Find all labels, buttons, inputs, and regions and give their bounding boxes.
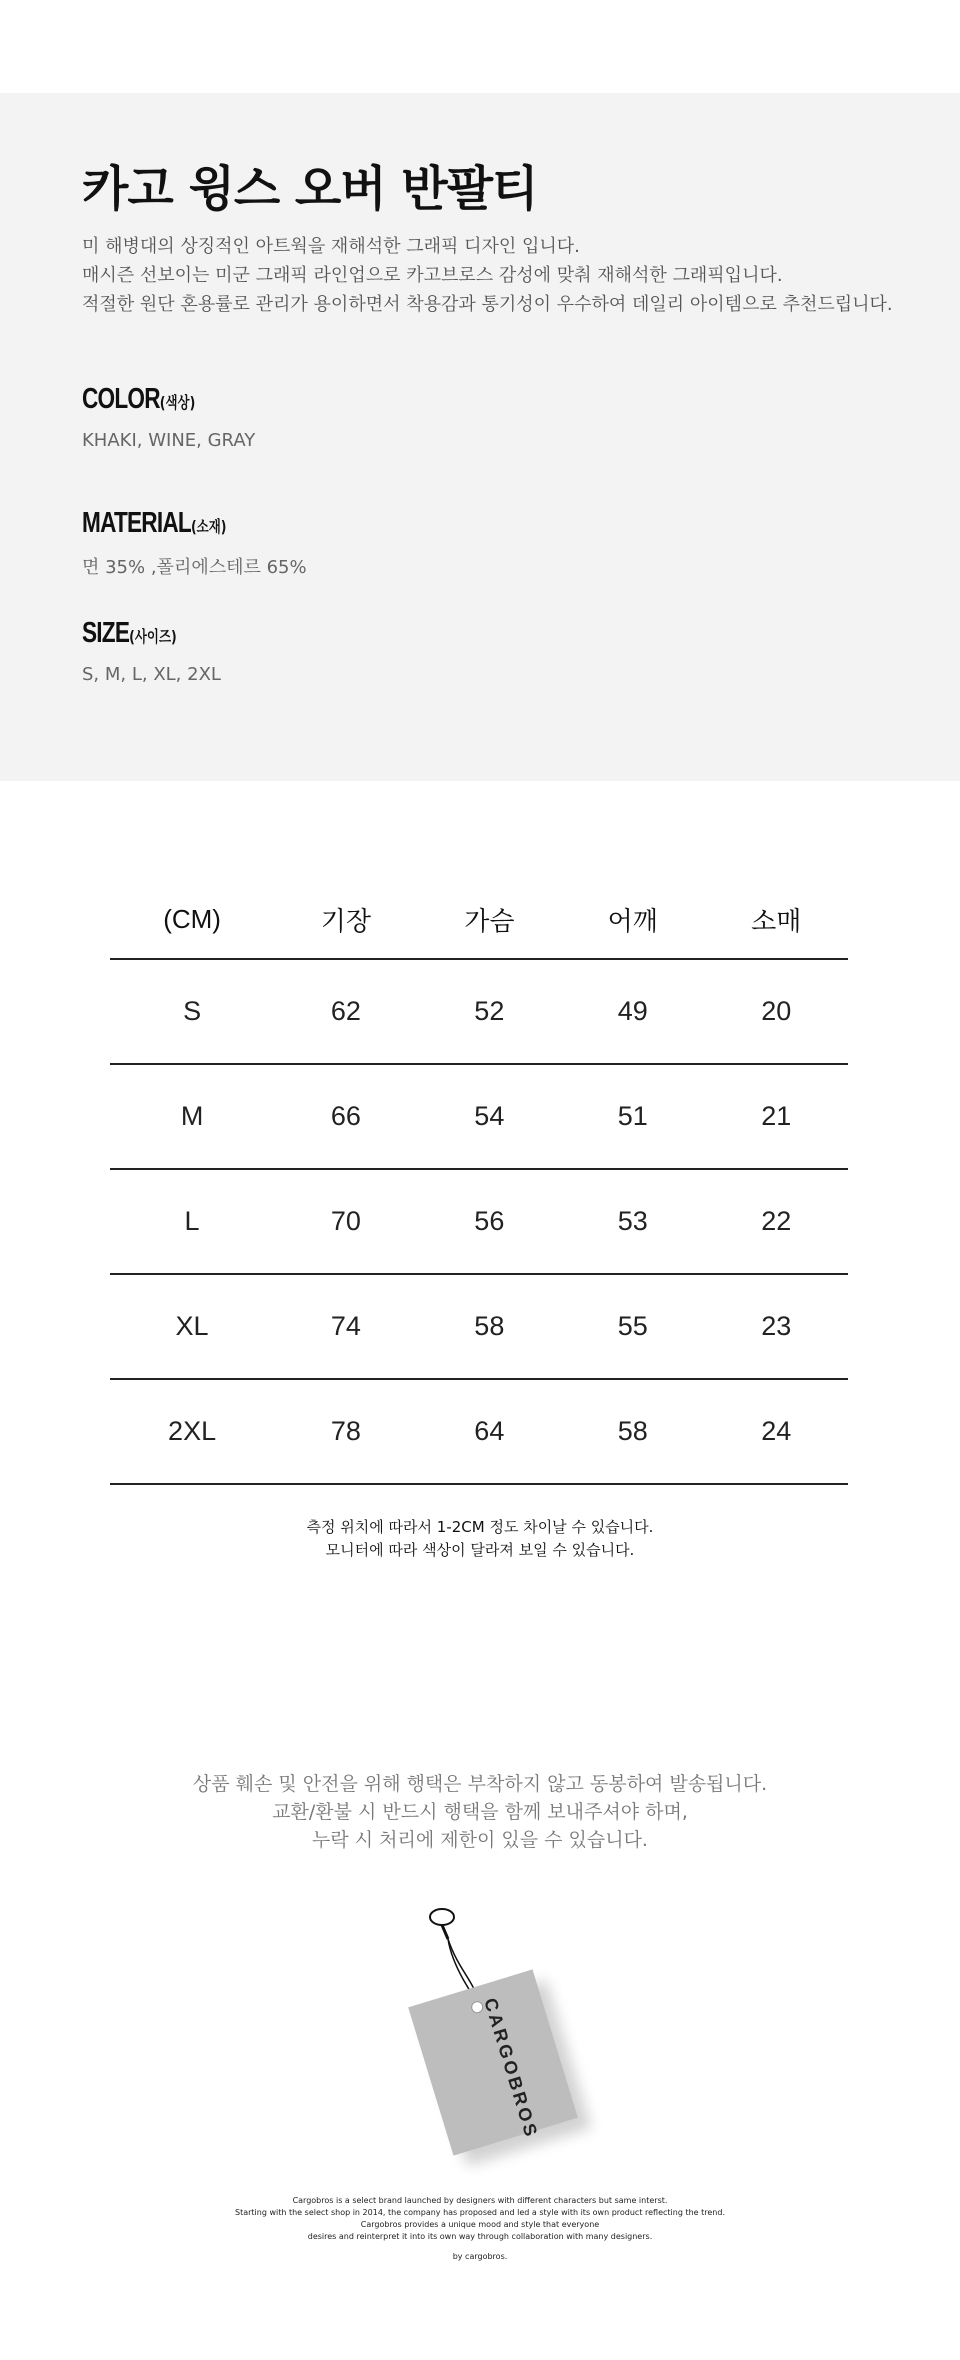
footer-signature: by cargobros. [452, 2252, 508, 2261]
shoulder-cell: 55 [561, 1274, 704, 1379]
product-description [82, 232, 893, 319]
size-value: S, M, L, XL, 2XL [82, 664, 221, 685]
length-cell: 66 [274, 1064, 417, 1169]
note-line: 모니터에 따라 색상이 달라져 보일 수 있습니다. [325, 1541, 635, 1559]
header-sleeve: 소매 [705, 880, 849, 959]
hang-tag-image [380, 1905, 600, 2175]
brand-footer [0, 2195, 960, 2263]
size-table [110, 880, 848, 1485]
sleeve-cell: 21 [705, 1064, 849, 1169]
footer-line: desires and reinterpret it into its own way through collaboration with many designers. [307, 2232, 653, 2241]
size-cell: S [110, 959, 274, 1064]
sleeve-cell: 22 [705, 1169, 849, 1274]
size-label: SIZE(사이즈) [82, 617, 177, 649]
footer-line: Starting with the select shop in 2014, the company has proposed and led a style with its own product reflecting the trend. [235, 2208, 725, 2217]
description-line: 적절한 원단 혼용률로 관리가 용이하면서 착용감과 통기성이 우수하여 데일리 아이템으로 추천드립니다. [82, 294, 893, 315]
size-cell: 2XL [110, 1379, 274, 1484]
sleeve-cell: 20 [705, 959, 849, 1064]
shoulder-cell: 58 [561, 1379, 704, 1484]
product-title: 카고 윙스 오버 반팔티 [82, 161, 538, 217]
shoulder-cell: 51 [561, 1064, 704, 1169]
color-value: KHAKI, WINE, GRAY [82, 430, 256, 451]
tag-brand-text: CARGOBROS [480, 1995, 542, 2142]
notice-line: 상품 훼손 및 안전을 위해 행택은 부착하지 않고 동봉하여 발송됩니다. [192, 1773, 768, 1795]
size-label-sub: (사이즈) [129, 627, 177, 646]
hang-tag-notice [0, 1770, 960, 1854]
notice-line: 누락 시 처리에 제한이 있을 수 있습니다. [312, 1829, 648, 1851]
color-label-sub: (색상) [159, 393, 196, 412]
footer-line: Cargobros provides a unique mood and style that everyone [360, 2220, 600, 2229]
chest-cell: 56 [418, 1169, 561, 1274]
table-row [110, 1169, 848, 1274]
shoulder-cell: 53 [561, 1169, 704, 1274]
header-chest: 가슴 [418, 880, 561, 959]
description-line: 매시즌 선보이는 미군 그래픽 라인업으로 카고브로스 감성에 맞춰 재해석한 그래픽입니다. [82, 265, 783, 286]
chest-cell: 54 [418, 1064, 561, 1169]
table-row [110, 959, 848, 1064]
color-label: COLOR(색상) [82, 383, 196, 415]
chest-cell: 58 [418, 1274, 561, 1379]
note-line: 측정 위치에 따라서 1-2CM 정도 차이날 수 있습니다. [306, 1518, 654, 1536]
footer-line: Cargobros is a select brand launched by designers with different characters but same interst. [292, 2196, 668, 2205]
material-label-sub: (소재) [190, 517, 227, 536]
material-value: 면 35% ,폴리에스테르 65% [82, 557, 307, 578]
size-table-header [110, 880, 848, 959]
size-cell: M [110, 1064, 274, 1169]
shoulder-cell: 49 [561, 959, 704, 1064]
length-cell: 70 [274, 1169, 417, 1274]
header-unit: (CM) [110, 880, 274, 959]
chest-cell: 52 [418, 959, 561, 1064]
header-shoulder: 어깨 [561, 880, 704, 959]
table-row [110, 1274, 848, 1379]
table-row [110, 1064, 848, 1169]
sleeve-cell: 24 [705, 1379, 849, 1484]
description-line: 미 해병대의 상징적인 아트웍을 재해석한 그래픽 디자인 입니다. [82, 236, 580, 257]
length-cell: 74 [274, 1274, 417, 1379]
measurement-notes [0, 1516, 960, 1562]
length-cell: 78 [274, 1379, 417, 1484]
material-label: MATERIAL(소재) [82, 507, 227, 539]
table-row [110, 1379, 848, 1484]
sleeve-cell: 23 [705, 1274, 849, 1379]
notice-line: 교환/환불 시 반드시 행택을 함께 보내주셔야 하며, [272, 1801, 688, 1823]
length-cell: 62 [274, 959, 417, 1064]
size-cell: L [110, 1169, 274, 1274]
header-length: 기장 [274, 880, 417, 959]
size-cell: XL [110, 1274, 274, 1379]
chest-cell: 64 [418, 1379, 561, 1484]
